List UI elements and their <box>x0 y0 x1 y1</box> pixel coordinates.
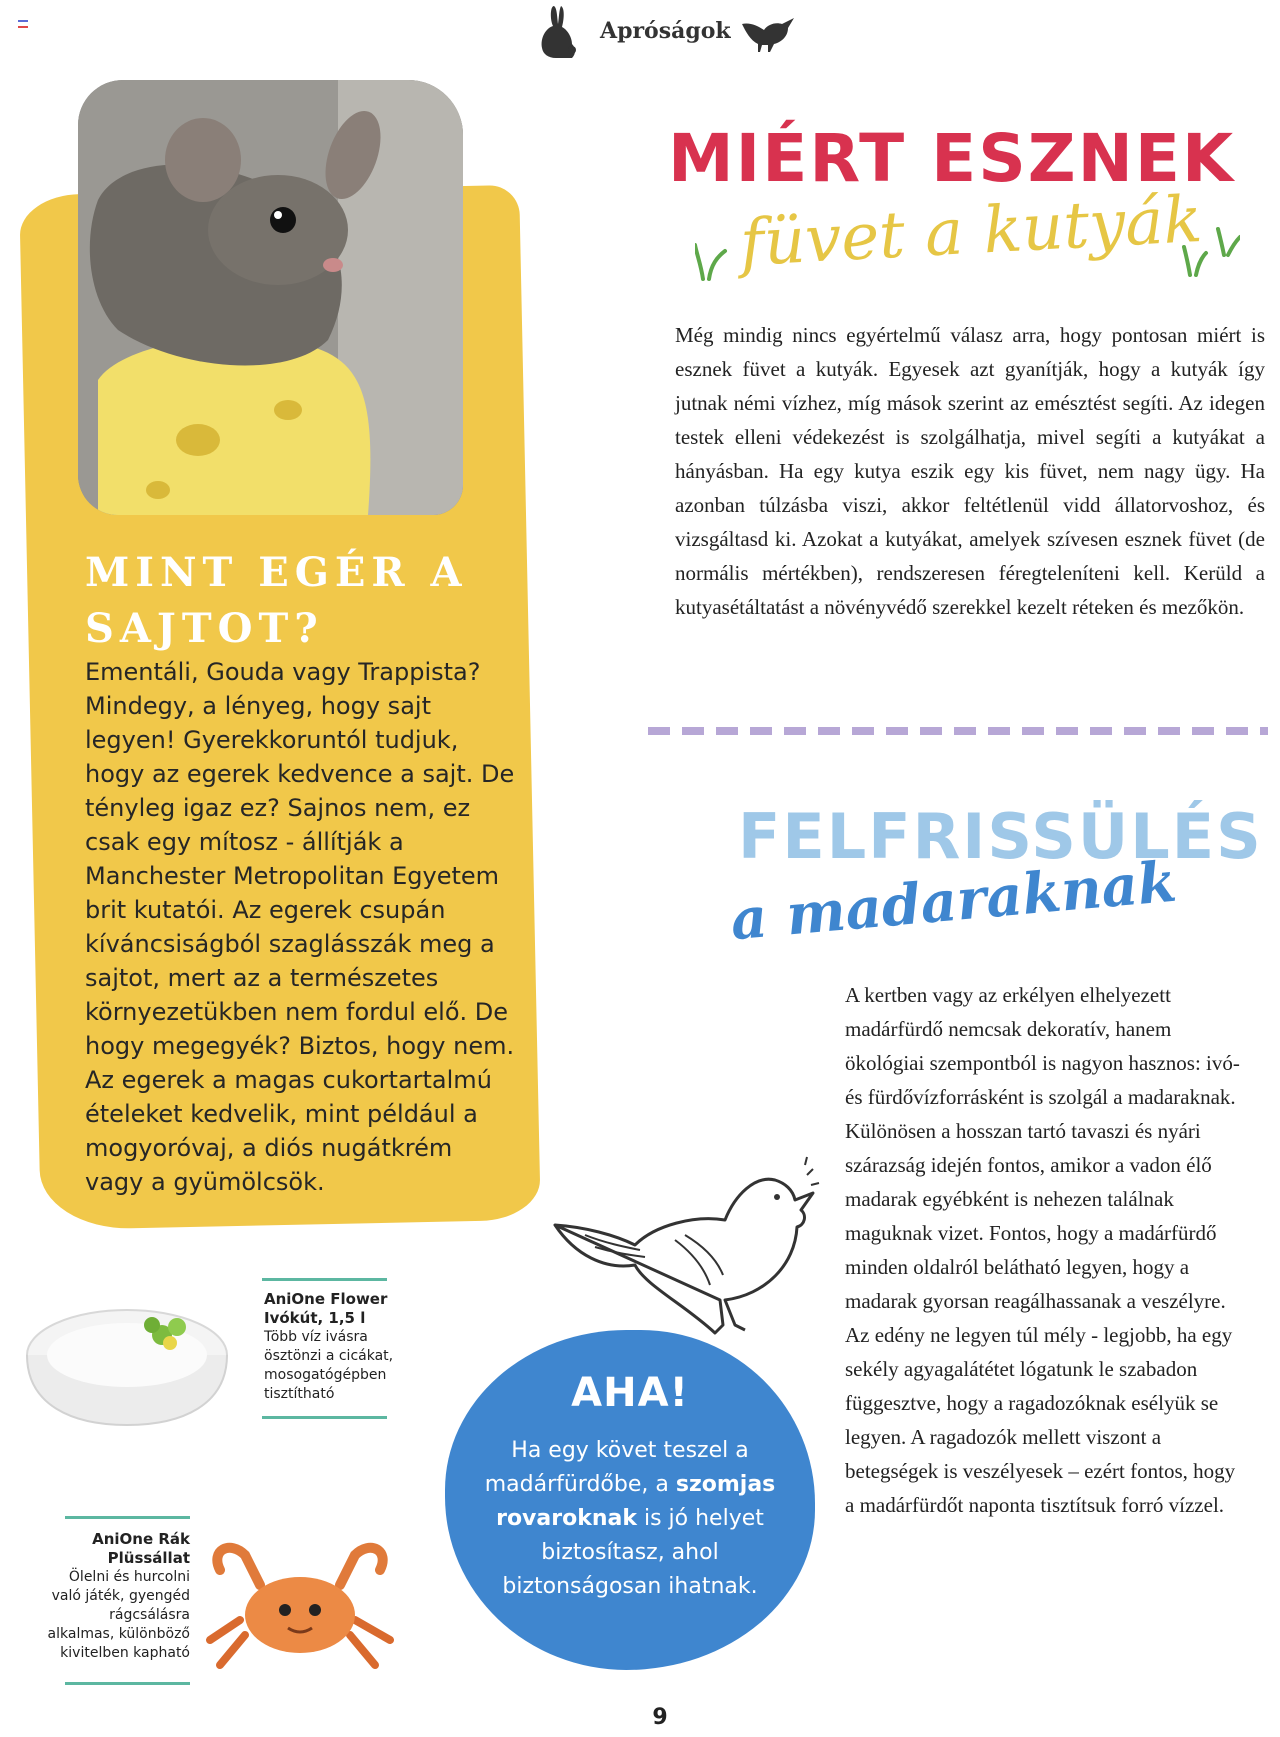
bird-icon <box>738 12 798 56</box>
crab-product-name: AniOne Rák Plüssállat <box>92 1530 190 1567</box>
grass-article-title: MIÉRT ESZNEK <box>668 120 1236 197</box>
rabbit-icon <box>532 2 582 60</box>
aha-text <box>480 1434 780 1604</box>
product-divider-top <box>65 1516 190 1519</box>
grass-article-body: Még mindig nincs egyértelmű válasz arra, hogy pontosan miért is esznek füvet a kutyák. Egyesek azt gyanítják, hogy a kutyák így jutnak némi vízhez, míg mások szerint az emésztést segíti. Az idegen testek elleni védekezést is szolgálhatja, mivel segíti a kutyákat a hányásban. Ha egy kutya eszik egy kis füvet, nem nagy ügy. Ha azonban túlzásba viszi, akkor feltétlenül vidd állatorvoshoz, és vizsgáltasd ki. Azokat a kutyákat, amelyek szívesen esznek füvet (de normális mértékben), rendszeresen féregteleníteni kell. Kerüld a kutyasétáltatást a növényvédő szerekkel kezelt réteken és mezőkön. <box>675 323 1265 619</box>
fountain-product-description: Több víz ivásra ösztönzi a cicákat, mosogatógépben tisztítható <box>264 1329 394 1402</box>
aha-tip-bubble <box>445 1330 815 1670</box>
grass-article-subtitle: füvet a kutyák <box>738 182 1204 282</box>
fountain-product-name: AniOne Flower Ivókút, 1,5 l <box>264 1290 388 1327</box>
page-header <box>520 0 800 70</box>
section-title: Apróságok <box>600 18 731 44</box>
grass-icon <box>1180 225 1240 277</box>
language-flag-icon[interactable] <box>18 20 28 27</box>
crab-product-info <box>40 1530 190 1663</box>
crab-product-description: Ölelni és hurcolni való játék, gyengéd rágcsálásra alkalmas, különböző kivitelben kapható <box>47 1569 190 1661</box>
water-fountain-product-image <box>12 1285 237 1435</box>
mouse-article-body: Ementáli, Gouda vagy Trappista? Mindegy, a lényeg, hogy sajt legyen! Gyerekkoruntól tudjuk, hogy az egerek kedvence a sajt. De tényleg igaz ez? Sajnos nem, ez csak egy mítosz - állítják a Manchester Metropolitan Egyetem brit kutatói. Az egerek csupán kíváncsiságból szaglásszák meg a sajtot, mert az a természetes környezetükben nem fordul elő. De hogy megegyék? Biztos, hogy nem. Az egerek a magas cukortartalmú ételeket kedvelik, mint például a mogyoróvaj, a diós nugátkrém vagy a gyümölcsök. <box>85 658 515 1196</box>
page-number: 9 <box>652 1705 668 1730</box>
section-divider <box>648 727 1268 735</box>
product-divider-bottom <box>65 1682 190 1685</box>
bird-article-subtitle: a madaraknak <box>727 848 1180 954</box>
mouse-on-cheese-photo <box>78 80 463 515</box>
bird-article-title: FELFRISSÜLÉS <box>738 800 1263 873</box>
bird-illustration <box>545 1155 825 1355</box>
mouse-article-title: MINT EGÉR A SAJTOT? <box>85 549 468 652</box>
aha-text-part: is jó helyet biztosítasz, ahol biztonságosan ihatnak. <box>502 1506 764 1599</box>
product-divider-top <box>262 1278 387 1281</box>
fountain-product-info <box>264 1290 404 1404</box>
bird-article-body: A kertben vagy az erkélyen elhelyezett madárfürdő nemcsak dekoratív, hanem ökológiai szempontból is nagyon hasznos: ivó- és fürdővízforrásként is szolgál a madaraknak. Különösen a hosszan tartó tavaszi és nyári szárazság idején fontos, amikor a vadon élő madarak egyébként is nehezen találnak maguknak vizet. Fontos, hogy a madárfürdő minden oldalról belátható legyen, hogy a madarak gyorsan reagálhassanak a veszélyre. Az edény ne legyen túl mély - legjobb, ha egy sekély agyagalátétet lógatunk le szabadon függesztve, hogy a ragadozóknak esélyük se legyen. A ragadozók mellett viszont a betegségek is veszélyesek – ezért fontos, hogy a madárfürdőt naponta tisztítsuk forró vízzel. <box>845 983 1240 1517</box>
aha-title: AHA! <box>571 1370 689 1416</box>
product-divider-bottom <box>262 1416 387 1419</box>
grass-icon <box>695 235 731 281</box>
crab-plush-product-image <box>200 1530 400 1680</box>
aha-text-part: Ha egy követ teszel a madárfürdőbe, a <box>484 1438 749 1497</box>
aha-text-highlight: szomjas rovaroknak <box>496 1472 776 1531</box>
